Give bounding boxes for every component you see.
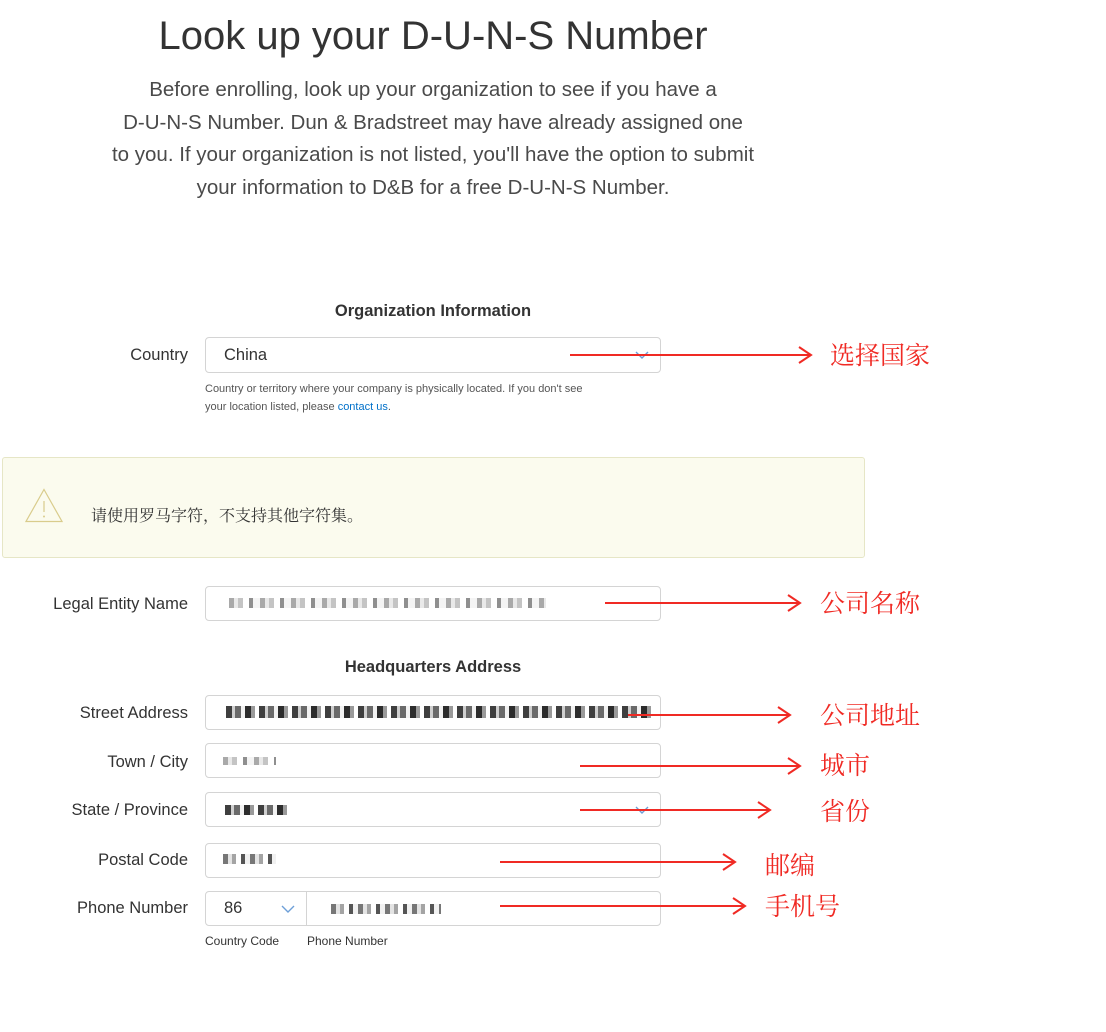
country-select-value: China: [224, 346, 268, 364]
annotation-label-postal: 邮编: [765, 851, 816, 880]
phone-number-caption: Phone Number: [307, 934, 388, 948]
state-province-label: State / Province: [71, 801, 188, 819]
country-help-prefix: your location listed, please: [205, 401, 338, 413]
country-code-value: 86: [224, 899, 243, 917]
country-select[interactable]: [205, 337, 661, 373]
intro-line: Before enrolling, look up your organization to see if you have a: [149, 78, 717, 101]
annotation-label-city: 城市: [820, 751, 871, 780]
annotation-label-state: 省份: [820, 797, 871, 826]
contact-us-link[interactable]: contact us: [337, 401, 388, 413]
intro-line: D-U-N-S Number. Dun & Bradstreet may have already assigned one: [123, 110, 743, 134]
phone-number-label: Phone Number: [77, 899, 188, 917]
phone-number-input[interactable]: [306, 892, 660, 925]
redacted-value: [331, 904, 441, 914]
page-title: Look up your D-U-N-S Number: [158, 14, 708, 58]
town-city-input[interactable]: [205, 743, 661, 778]
annotation-label-street: 公司地址: [820, 701, 921, 730]
intro-line: your information to D&B for a free D-U-N-S Number.: [196, 175, 670, 199]
phone-number-group: [205, 891, 661, 926]
country-help-line: Country or territory where your company is physically located. If you don't see: [205, 383, 583, 395]
country-code-select[interactable]: [206, 892, 307, 925]
country-label: Country: [130, 346, 188, 364]
redacted-value: [223, 854, 276, 864]
country-help-line: [205, 398, 583, 416]
redacted-value: [226, 706, 651, 718]
intro-paragraph: [0, 74, 866, 204]
chevron-down-icon: [635, 806, 649, 814]
state-province-select[interactable]: [205, 792, 661, 827]
redacted-value: [223, 757, 276, 765]
roman-characters-warning: [2, 457, 865, 558]
redacted-value: [225, 805, 291, 815]
street-address-input[interactable]: [205, 695, 661, 730]
annotation-label-phone: 手机号: [765, 892, 841, 921]
warning-message: 请使用罗马字符，不支持其他字符集。: [91, 506, 364, 525]
chevron-down-icon: [281, 905, 295, 913]
chevron-down-icon: [635, 351, 649, 359]
country-code-caption: Country Code: [205, 934, 280, 948]
annotation-label-country: 选择国家: [830, 341, 931, 370]
country-help-suffix: .: [387, 401, 391, 413]
postal-code-input[interactable]: [205, 843, 661, 878]
legal-entity-label: Legal Entity Name: [53, 595, 188, 613]
country-help-text: [205, 380, 583, 416]
headquarters-address-heading: Headquarters Address: [344, 658, 522, 676]
annotation-label-legal-entity: 公司名称: [820, 589, 921, 618]
intro-line: to you. If your organization is not listed, you'll have the option to submit: [111, 143, 755, 166]
street-address-label: Street Address: [79, 704, 188, 722]
town-city-label: Town / City: [107, 753, 188, 771]
organization-info-heading: Organization Information: [334, 302, 532, 320]
postal-code-label: Postal Code: [98, 851, 188, 869]
legal-entity-input[interactable]: [205, 586, 661, 621]
redacted-value: [229, 598, 546, 608]
warning-triangle-icon: [25, 488, 63, 523]
